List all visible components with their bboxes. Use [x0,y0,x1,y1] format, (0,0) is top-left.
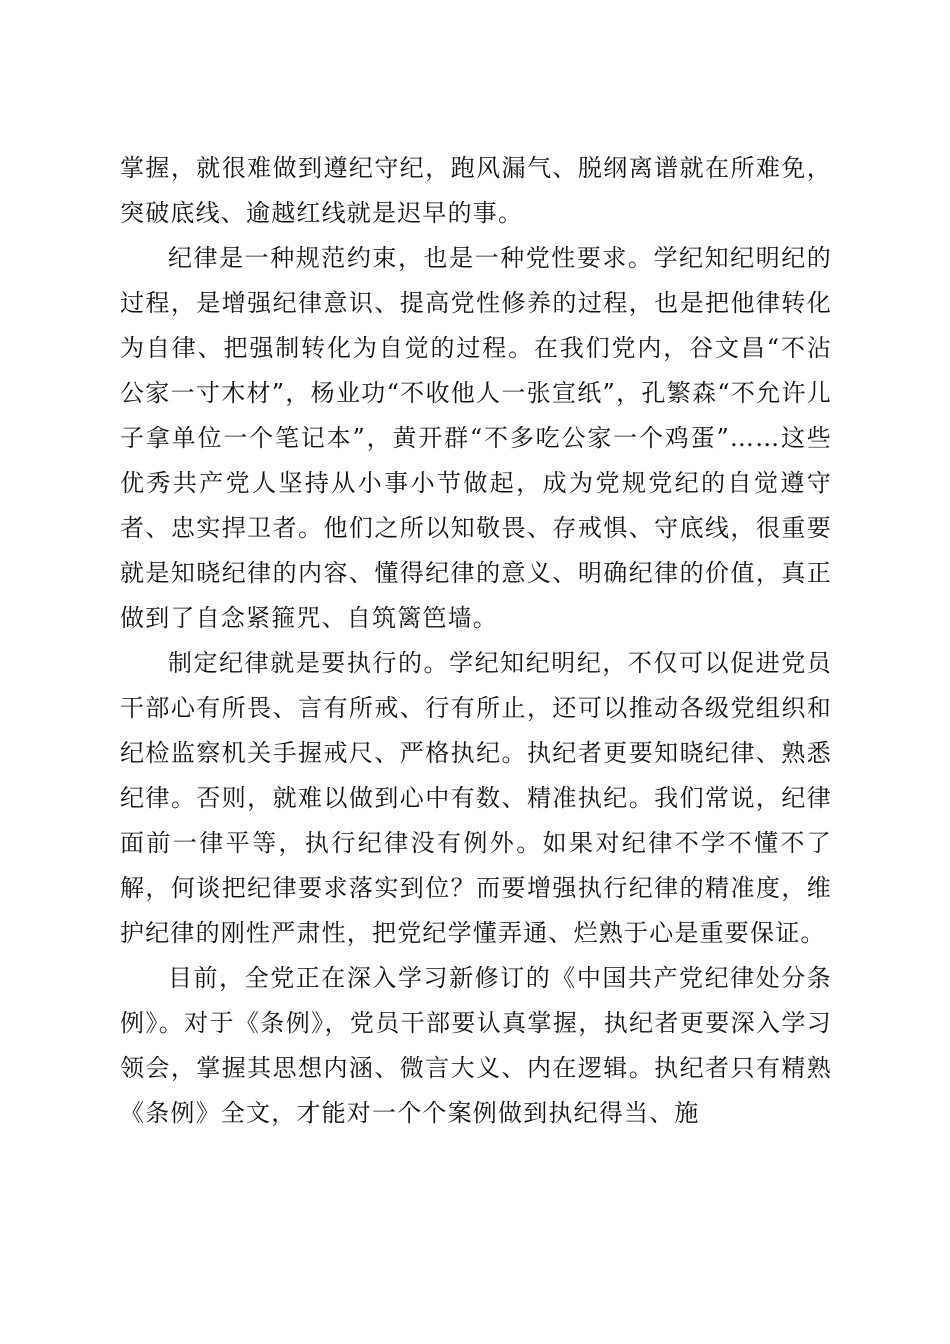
paragraph-4: 目前，全党正在深入学习新修订的《中国共产党纪律处分条例》。对于《条例》，党员干部要认真掌握，执纪者更要深入学习领会，掌握其思想内涵、微言大义、内在逻辑。执纪者只有精熟《条例》全文，才能对一个个案例做到执纪得当、施 [120,964,832,1127]
paragraph-1: 掌握，就很难做到遵纪守纪，跑风漏气、脱纲离谱就在所难免，突破底线、逾越红线就是迟早的事。 [120,154,832,227]
paragraph-3: 制定纪律就是要执行的。学纪知纪明纪，不仅可以促进党员干部心有所畏、言有所戒、行有所止，还可以推动各级党组织和纪检监察机关手握戒尺、严格执纪。执纪者更要知晓纪律、熟悉纪律。否则，就难以做到心中有数、精准执纪。我们常说，纪律面前一律平等，执行纪律没有例外。如果对纪律不学不懂不了解，何谈把纪律要求落实到位？而要增强执行纪律的精准度，维护纪律的刚性严肃性，把党纪学懂弄通、烂熟于心是重要保证。 [120,649,832,947]
paragraph-2: 纪律是一种规范约束，也是一种党性要求。学纪知纪明纪的过程，是增强纪律意识、提高党性修养的过程，也是把他律转化为自律、把强制转化为自觉的过程。在我们党内，谷文昌“不沾公家一寸木材”，杨业功“不收他人一张宣纸”，孔繁森“不允许儿子拿单位一个笔记本”，黄开群“不多吃公家一个鸡蛋”……这些优秀共产党人坚持从小事小节做起，成为党规党纪的自觉遵守者、忠实捍卫者。他们之所以知敬畏、存戒惧、守底线，很重要就是知晓纪律的内容、懂得纪律的意义、明确纪律的价值，真正做到了自念紧箍咒、自筑篱笆墙。 [120,244,832,632]
document-body [120,146,832,1136]
